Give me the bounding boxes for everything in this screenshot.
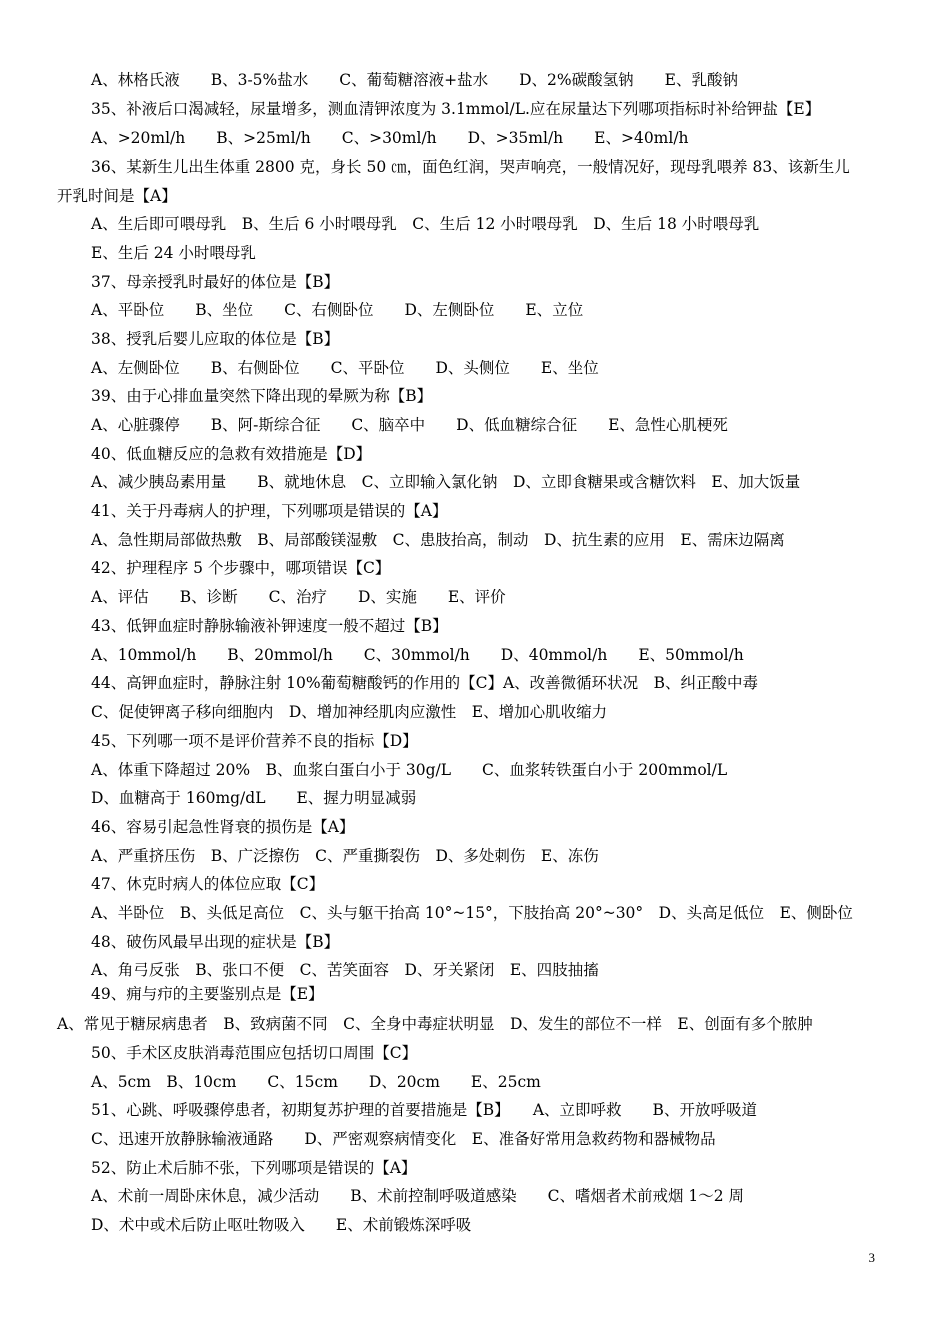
text-line: A、半卧位 B、头低足高位 C、头与躯干抬高 10°~15°，下肢抬高 20°~30° D、头高足低位 E、侧卧位 (91, 904, 853, 922)
question-36: 36、某新生儿出生体重 2800 克，身长 50 ㎝，面色红润，哭声响亮，一般情况好，现母乳喂养 83、该新生儿 (91, 158, 850, 176)
question-51: 51、心跳、呼吸骤停患者，初期复苏护理的首要措施是【B】 A、立即呼救 B、开放呼吸道 (91, 1101, 757, 1119)
question-52: 52、防止术后肺不张，下列哪项是错误的【A】 (91, 1159, 417, 1177)
text-line: A、常见于糖尿病患者 B、致病菌不同 C、全身中毒症状明显 D、发生的部位不一样 E、创面有多个脓肿 (57, 1015, 813, 1033)
page-number: 3 (868, 1250, 875, 1265)
question-48: 48、破伤风最早出现的症状是【B】 (91, 933, 340, 951)
text-line: A、平卧位 B、坐位 C、右侧卧位 D、左侧卧位 E、立位 (91, 301, 584, 319)
text-line: A、体重下降超过 20% B、血浆白蛋白小于 30g/L C、血浆转铁蛋白小于 200mmol/L (91, 761, 728, 779)
question-44: 44、高钾血症时，静脉注射 10%葡萄糖酸钙的作用的【C】A、改善微循环状况 B、纠正酸中毒 (91, 674, 759, 692)
text-line: A、心脏骤停 B、阿-斯综合征 C、脑卒中 D、低血糖综合征 E、急性心肌梗死 (91, 416, 728, 434)
text-line: C、促使钾离子移向细胞内 D、增加神经肌肉应激性 E、增加心肌收缩力 (91, 703, 608, 721)
text-line: A、减少胰岛素用量 B、就地休息 C、立即输入氯化钠 D、立即食糖果或含糖饮料 E、加大饭量 (91, 473, 801, 491)
question-38: 38、授乳后婴儿应取的体位是【B】 (91, 330, 340, 348)
text-line: A、林格氏液 B、3-5%盐水 C、葡萄糖溶液+盐水 D、2%碳酸氢钠 E、乳酸钠 (91, 71, 738, 89)
text-line: C、迅速开放静脉输液通路 D、严密观察病情变化 E、准备好常用急救药物和器械物品 (91, 1130, 716, 1148)
text-line: D、术中或术后防止呕吐物吸入 E、术前锻炼深呼吸 (91, 1216, 472, 1234)
text-line: A、生后即可喂母乳 B、生后 6 小时喂母乳 C、生后 12 小时喂母乳 D、生后 18 小时喂母乳 (91, 215, 760, 233)
question-47: 47、休克时病人的体位应取【C】 (91, 875, 325, 893)
text-line: A、左侧卧位 B、右侧卧位 C、平卧位 D、头侧位 E、坐位 (91, 359, 599, 377)
question-35: 35、补液后口渴减轻，尿量增多，测血清钾浓度为 3.1mmol/L.应在尿量达下列哪项指标时补给钾盐【E】 (91, 100, 821, 118)
question-45: 45、下列哪一项不是评价营养不良的指标【D】 (91, 732, 418, 750)
text-line: A、严重挤压伤 B、广泛擦伤 C、严重撕裂伤 D、多处刺伤 E、冻伤 (91, 847, 599, 865)
question-42: 42、护理程序 5 个步骤中，哪项错误【C】 (91, 559, 391, 577)
text-line: A、5cm B、10cm C、15cm D、20cm E、25cm (91, 1073, 541, 1091)
question-49: 49、痈与疖的主要鉴别点是【E】 (91, 985, 324, 1003)
question-46: 46、容易引起急性肾衰的损伤是【A】 (91, 818, 355, 836)
text-line: A、术前一周卧床休息，减少活动 B、术前控制呼吸道感染 C、嗜烟者术前戒烟 1～2 周 (91, 1187, 745, 1205)
question-41: 41、关于丹毒病人的护理，下列哪项是错误的【A】 (91, 502, 448, 520)
text-line: A、角弓反张 B、张口不便 C、苦笑面容 D、牙关紧闭 E、四肢抽搐 (91, 961, 599, 979)
text-line: A、评估 B、诊断 C、治疗 D、实施 E、评价 (91, 588, 506, 606)
text-line: A、>20ml/h B、>25ml/h C、>30ml/h D、>35ml/h E、>40ml/h (91, 129, 689, 147)
question-50: 50、手术区皮肤消毒范围应包括切口周围【C】 (91, 1044, 418, 1062)
text-line: E、生后 24 小时喂母乳 (91, 244, 256, 262)
text-line: A、急性期局部做热敷 B、局部酸镁湿敷 C、患肢抬高，制动 D、抗生素的应用 E、需床边隔离 (91, 531, 785, 549)
question-37: 37、母亲授乳时最好的体位是【B】 (91, 273, 340, 291)
question-39: 39、由于心排血量突然下降出现的晕厥为称【B】 (91, 387, 433, 405)
question-43: 43、低钾血症时静脉输液补钾速度一般不超过【B】 (91, 617, 448, 635)
question-40: 40、低血糖反应的急救有效措施是【D】 (91, 445, 372, 463)
text-line: 开乳时间是【A】 (57, 187, 177, 205)
text-line: D、血糖高于 160mg/dL E、握力明显减弱 (91, 789, 417, 807)
text-line: A、10mmol/h B、20mmol/h C、30mmol/h D、40mmol/h E、50mmol/h (91, 646, 744, 664)
